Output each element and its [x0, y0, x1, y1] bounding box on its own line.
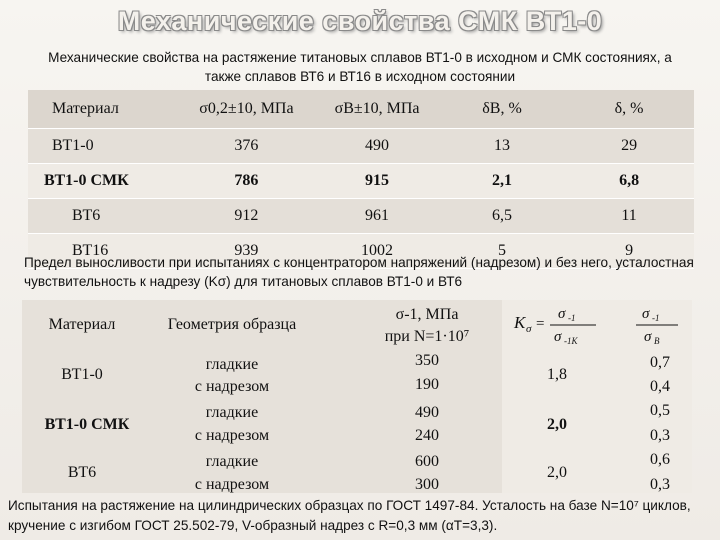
- header-s02: σ0,2±10, МПа: [179, 90, 315, 129]
- cell-db: 13: [440, 129, 564, 164]
- cell-geometry: гладкие: [205, 356, 259, 373]
- svg-text:=: =: [536, 316, 545, 332]
- cell-ratio: 0,4: [650, 378, 670, 395]
- k-sigma-formula: [510, 300, 600, 348]
- cell-sb: 490: [314, 129, 440, 164]
- cell-d: 9: [564, 234, 694, 269]
- svg-text:K: K: [514, 313, 526, 332]
- cell-material: ВТ16: [28, 234, 179, 269]
- footnote: Испытания на растяжение на цилиндрических образцах по ГОСТ 1497-84. Усталость на базе N=10⁷ циклов, кручение с изгибом ГОСТ 25.502-79, V-образный надрез с R=0,3 мм (αT=3,3).: [8, 498, 691, 533]
- cell-material: ВТ6: [67, 464, 97, 481]
- cell-material: ВТ1-0 СМК: [28, 164, 179, 199]
- cell-ratio: 0,3: [650, 476, 670, 493]
- cell-sb: 915: [314, 164, 440, 199]
- page-title: Механические свойства СМК ВТ1-0: [117, 6, 603, 36]
- cell-d: 29: [564, 129, 694, 164]
- header-sigma-line1: σ-1, МПа: [395, 306, 459, 323]
- cell-sigma: 190: [415, 376, 439, 393]
- cell-sigma: 600: [415, 453, 439, 470]
- cell-db: 5: [440, 234, 564, 269]
- cell-ratio: 0,5: [650, 402, 670, 419]
- cell-sigma: 490: [415, 404, 439, 421]
- cell-sb: 1002: [314, 234, 440, 269]
- cell-d: 6,8: [564, 164, 694, 199]
- cell-db: 2,1: [440, 164, 564, 199]
- svg-text:σ: σ: [526, 323, 532, 335]
- cell-geometry: с надрезом: [194, 427, 270, 444]
- cell-material: ВТ1-0 СМК: [44, 416, 130, 433]
- cell-k-sigma: 1,8: [547, 366, 567, 383]
- header-material: Материал: [48, 316, 116, 333]
- svg-text:В: В: [654, 336, 660, 346]
- cell-k-sigma: 2,0: [547, 416, 567, 433]
- svg-text:σ: σ: [644, 329, 652, 345]
- svg-text:σ: σ: [642, 306, 650, 322]
- svg-text:σ: σ: [558, 306, 566, 322]
- table1-caption: Механические свойства на растяжение титановых сплавов ВТ1-0 в исходном и СМК состояниях, а также сплавов ВТ6 и ВТ16 в исходном состоянии: [48, 50, 672, 84]
- header-d: δ, %: [564, 90, 694, 129]
- svg-text:-1K: -1K: [564, 336, 578, 346]
- cell-k-sigma: 2,0: [547, 464, 567, 481]
- header-material: Материал: [28, 90, 179, 129]
- table-row: [28, 129, 694, 164]
- cell-material: ВТ1-0: [28, 129, 179, 164]
- cell-geometry: гладкие: [205, 453, 259, 470]
- cell-s02: 786: [179, 164, 315, 199]
- tensile-properties-table: [28, 90, 694, 269]
- header-sigma-line2: при N=1·10⁷: [384, 328, 470, 345]
- cell-s02: 939: [179, 234, 315, 269]
- ratio-formula: [630, 300, 686, 348]
- cell-sb: 961: [314, 199, 440, 234]
- cell-geometry: гладкие: [205, 404, 259, 421]
- svg-text:-1: -1: [652, 313, 660, 323]
- cell-geometry: с надрезом: [194, 378, 270, 395]
- svg-text:σ: σ: [554, 329, 562, 345]
- cell-geometry: с надрезом: [194, 476, 270, 493]
- cell-sigma: 240: [415, 427, 439, 444]
- table2-caption: Предел выносливости при испытаниях с концентратором напряжений (надрезом) и без него, усталостная чувствительность к надрезу (Kσ) для титановых сплавов ВТ1-0 и ВТ6: [24, 255, 694, 289]
- cell-ratio: 0,7: [650, 354, 670, 371]
- cell-s02: 376: [179, 129, 315, 164]
- table-header-row: [28, 90, 694, 129]
- svg-text:-1: -1: [568, 313, 576, 323]
- cell-s02: 912: [179, 199, 315, 234]
- header-geometry: Геометрия образца: [167, 316, 297, 333]
- cell-sigma: 350: [415, 352, 439, 369]
- cell-material: ВТ1-0: [61, 366, 103, 383]
- cell-ratio: 0,3: [650, 427, 670, 444]
- cell-d: 11: [564, 199, 694, 234]
- table-row: [28, 164, 694, 199]
- table-row: [28, 199, 694, 234]
- cell-ratio: 0,6: [650, 451, 670, 468]
- header-db: δВ, %: [440, 90, 564, 129]
- header-sb: σВ±10, МПа: [314, 90, 440, 129]
- cell-db: 6,5: [440, 199, 564, 234]
- cell-material: ВТ6: [28, 199, 179, 234]
- cell-sigma: 300: [415, 476, 439, 493]
- fatigue-table: [22, 300, 692, 493]
